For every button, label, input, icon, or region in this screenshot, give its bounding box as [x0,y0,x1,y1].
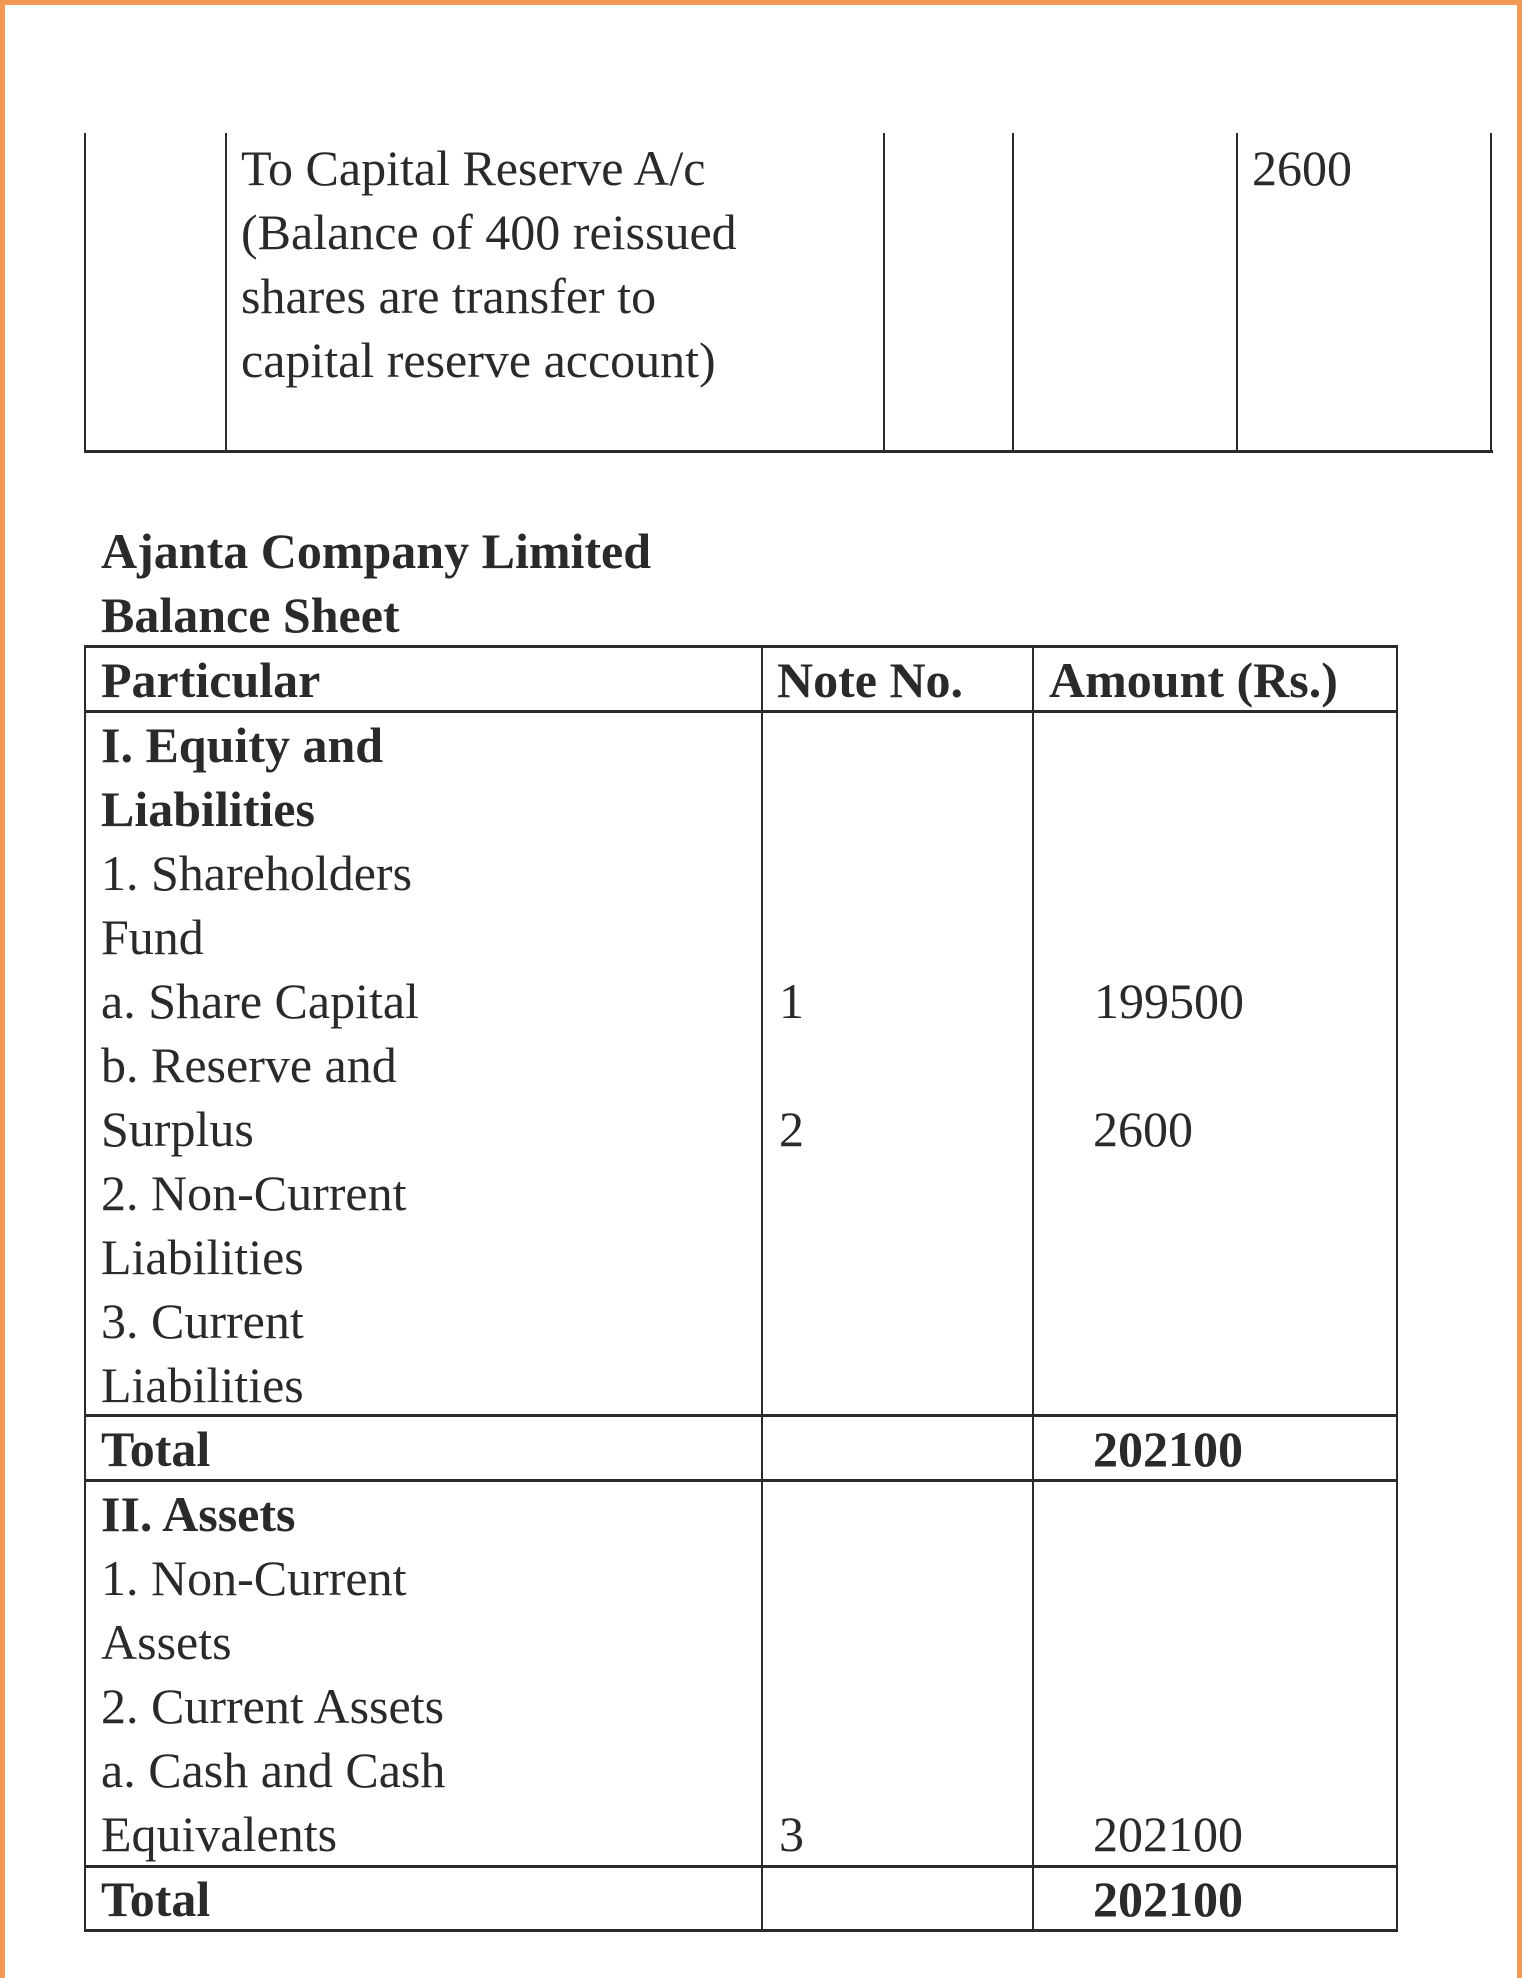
journal-col-line-right [1490,133,1492,453]
bs-left-rule [84,645,86,1932]
reserve-surplus-label-line-2: Surplus [101,1101,254,1157]
cash-label-line-2: Equivalents [101,1806,338,1862]
header-note-no: Note No. [777,652,964,708]
cash-label-line-1: a. Cash and Cash [101,1742,446,1798]
total-assets-amount: 202100 [1093,1871,1243,1927]
journal-col-line-particular [225,133,227,453]
bs-right-rule [1396,645,1398,1932]
journal-particular-line-2: (Balance of 400 reissued [241,204,737,260]
header-amount: Amount (Rs.) [1049,652,1338,708]
journal-bottom-rule [84,450,1493,453]
company-name: Ajanta Company Limited [101,523,652,579]
share-capital-note: 1 [779,973,804,1029]
journal-col-line-date [84,133,86,453]
current-liabilities-line-1: 3. Current [101,1293,304,1349]
journal-particular-line-1: To Capital Reserve A/c [241,140,706,196]
share-capital-label: a. Share Capital [101,973,419,1029]
journal-particular-line-4: capital reserve account) [241,332,716,388]
page-border-right [1517,0,1522,1978]
shareholders-fund-line-1: 1. Shareholders [101,845,413,901]
journal-credit-amount: 2600 [1252,140,1352,196]
shareholders-fund-line-2: Fund [101,909,204,965]
share-capital-amount: 199500 [1094,973,1244,1029]
non-current-assets-line-1: 1. Non-Current [101,1550,407,1606]
equity-heading-line-1: I. Equity and [101,717,384,773]
total-equity-label: Total [101,1421,211,1477]
current-liabilities-line-2: Liabilities [101,1357,304,1413]
journal-particular-line-3: shares are transfer to [241,268,657,324]
page-border-top [0,0,1522,5]
non-current-liabilities-line-1: 2. Non-Current [101,1165,407,1221]
journal-col-line-credit [1236,133,1238,453]
equity-heading-line-2: Liabilities [101,781,315,837]
non-current-liabilities-line-2: Liabilities [101,1229,304,1285]
non-current-assets-line-2: Assets [101,1614,232,1670]
reserve-surplus-note: 2 [779,1101,804,1157]
reserve-surplus-amount: 2600 [1093,1101,1193,1157]
bs-col-rule-note [761,645,763,1932]
reserve-surplus-label-line-1: b. Reserve and [101,1037,397,1093]
current-assets-label: 2. Current Assets [101,1678,445,1734]
journal-col-line-lf [883,133,885,453]
total-equity-amount: 202100 [1093,1421,1243,1477]
assets-heading: II. Assets [101,1486,296,1542]
cash-amount: 202100 [1093,1806,1243,1862]
cash-note: 3 [779,1806,804,1862]
bs-col-rule-amount [1032,645,1034,1932]
total-assets-label: Total [101,1871,211,1927]
journal-col-line-debit [1012,133,1014,453]
header-particular: Particular [101,652,321,708]
page-border-left [0,0,5,1978]
balance-sheet-title: Balance Sheet [101,587,400,643]
